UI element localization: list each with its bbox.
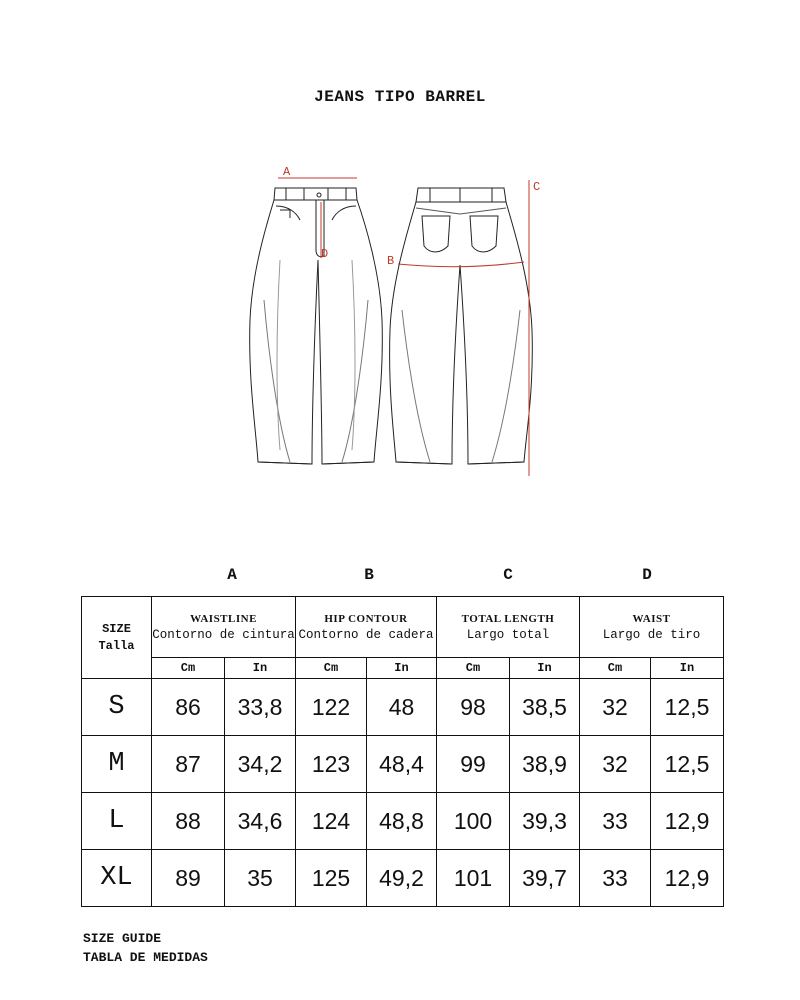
units-row — [82, 658, 724, 679]
group-header-waistline: WAISTLINE Contorno de cintura — [152, 597, 296, 658]
size-header-es: Talla — [98, 638, 135, 653]
page-title: JEANS TIPO BARREL — [314, 88, 486, 106]
size-chart-table — [81, 596, 724, 907]
value-cell: 33 — [580, 850, 651, 907]
column-letter-b: B — [364, 566, 374, 584]
value-cell: 99 — [437, 736, 510, 793]
unit-cell: Cm — [580, 658, 651, 679]
value-cell: 48,8 — [367, 793, 437, 850]
size-label: XL — [82, 850, 152, 907]
value-cell: 39,7 — [510, 850, 580, 907]
value-cell: 87 — [152, 736, 225, 793]
value-cell: 123 — [296, 736, 367, 793]
measure-label-c: C — [533, 180, 541, 194]
value-cell: 12,9 — [651, 850, 724, 907]
value-cell: 122 — [296, 679, 367, 736]
value-cell: 101 — [437, 850, 510, 907]
group-header-hip: HIP CONTOUR Contorno de cadera — [296, 597, 437, 658]
unit-cell: In — [651, 658, 724, 679]
value-cell: 12,5 — [651, 679, 724, 736]
size-label: M — [82, 736, 152, 793]
size-header-cell — [82, 597, 152, 679]
value-cell: 38,9 — [510, 736, 580, 793]
column-letter-c: C — [503, 566, 513, 584]
size-label: S — [82, 679, 152, 736]
group-header-rise: WAIST Largo de tiro — [580, 597, 724, 658]
value-cell: 12,5 — [651, 736, 724, 793]
value-cell: 34,6 — [225, 793, 296, 850]
table-row-xl — [82, 850, 724, 907]
value-cell: 39,3 — [510, 793, 580, 850]
column-letter-a: A — [227, 566, 237, 584]
column-letter-d: D — [642, 566, 652, 584]
table-row-s — [82, 679, 724, 736]
value-cell: 48 — [367, 679, 437, 736]
value-cell: 98 — [437, 679, 510, 736]
value-cell: 86 — [152, 679, 225, 736]
value-cell: 33 — [580, 793, 651, 850]
value-cell: 48,4 — [367, 736, 437, 793]
size-header-en: SIZE — [102, 621, 131, 636]
unit-cell: Cm — [152, 658, 225, 679]
value-cell: 88 — [152, 793, 225, 850]
value-cell: 33,8 — [225, 679, 296, 736]
measure-label-d: D — [321, 247, 329, 261]
value-cell: 125 — [296, 850, 367, 907]
measure-label-a: A — [283, 165, 291, 179]
unit-cell: In — [510, 658, 580, 679]
value-cell: 34,2 — [225, 736, 296, 793]
jeans-back-view — [390, 188, 533, 464]
table-row-l — [82, 793, 724, 850]
value-cell: 35 — [225, 850, 296, 907]
unit-cell: Cm — [296, 658, 367, 679]
group-header-length: TOTAL LENGTH Largo total — [437, 597, 580, 658]
unit-cell: Cm — [437, 658, 510, 679]
value-cell: 32 — [580, 679, 651, 736]
jeans-front-view — [250, 188, 383, 464]
measure-label-b: B — [387, 254, 395, 268]
value-cell: 12,9 — [651, 793, 724, 850]
footer-line-en: SIZE GUIDE — [83, 931, 162, 946]
value-cell: 100 — [437, 793, 510, 850]
unit-cell: In — [225, 658, 296, 679]
jeans-technical-drawing — [240, 150, 560, 490]
table-row-m — [82, 736, 724, 793]
value-cell: 89 — [152, 850, 225, 907]
footer-line-es: TABLA DE MEDIDAS — [83, 950, 208, 965]
unit-cell: In — [367, 658, 437, 679]
size-label: L — [82, 793, 152, 850]
value-cell: 32 — [580, 736, 651, 793]
header-row — [82, 597, 724, 658]
value-cell: 124 — [296, 793, 367, 850]
value-cell: 49,2 — [367, 850, 437, 907]
value-cell: 38,5 — [510, 679, 580, 736]
footer-caption — [83, 929, 208, 967]
